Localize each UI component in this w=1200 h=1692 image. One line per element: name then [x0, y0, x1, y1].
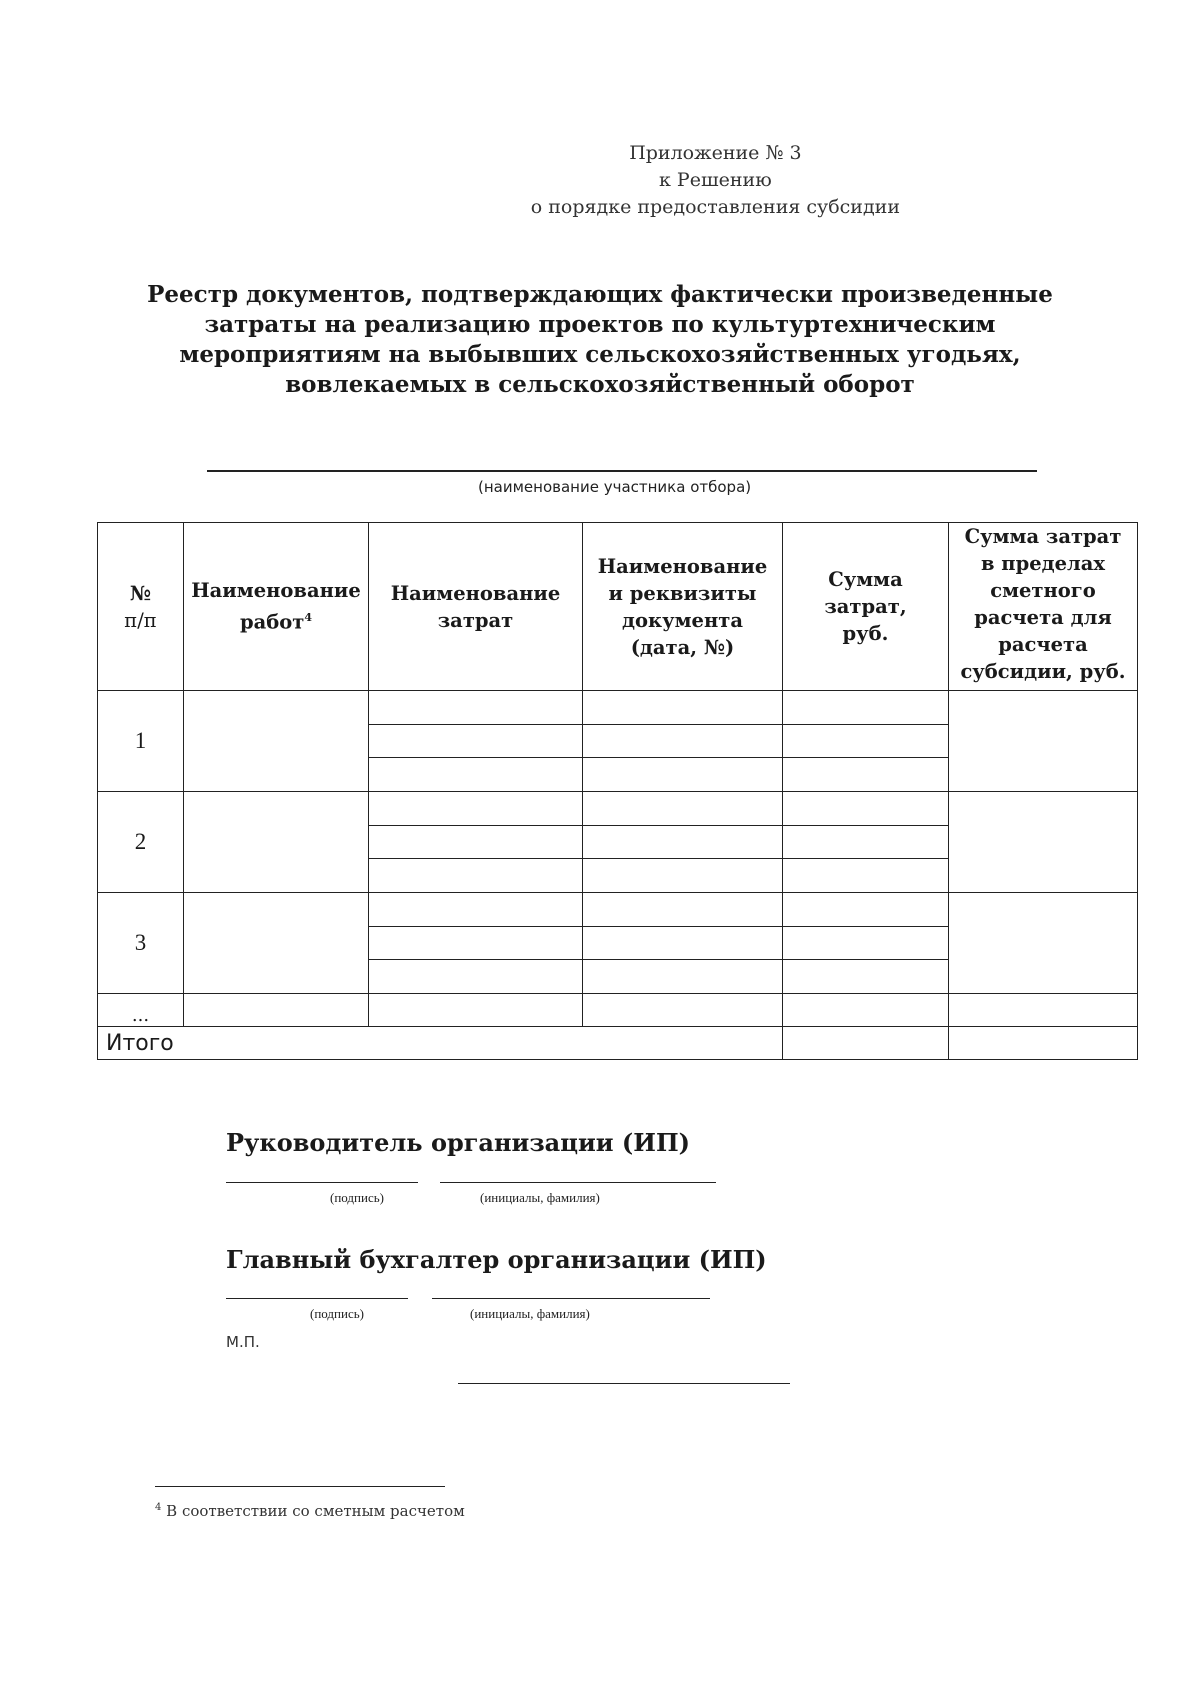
document-cell [583, 893, 783, 927]
document-title [140, 280, 1060, 400]
register-table [97, 522, 1138, 1060]
document-cell [583, 691, 783, 725]
header-subsidy-sum [949, 523, 1138, 691]
subsidy-cell [949, 792, 1138, 893]
footnote-separator [155, 1486, 445, 1487]
header-sum-line-1: Сумма [828, 568, 903, 591]
header-sum [783, 523, 949, 691]
header-number [98, 523, 184, 691]
header-document [583, 523, 783, 691]
header-works-text: работ [239, 610, 305, 634]
header-number-line-1: № [129, 581, 152, 605]
header-works-line-2 [184, 604, 368, 636]
header-sum-line-3: руб. [842, 622, 889, 645]
table-row [98, 691, 1138, 725]
sum-cell [783, 960, 949, 994]
document-cell [583, 758, 783, 792]
document-cell [583, 859, 783, 893]
table-row [98, 893, 1138, 927]
total-subsidy-cell [949, 1027, 1138, 1060]
stamp-placeholder: М.П. [226, 1333, 260, 1351]
ellipsis-cell: ... [98, 994, 184, 1027]
subsidy-cell [949, 893, 1138, 994]
appendix-number: Приложение № 3 [629, 142, 802, 164]
header-subsidy-line-5: расчета [998, 633, 1088, 656]
document-cell [583, 725, 783, 758]
header-document-line-2: и реквизиты [608, 581, 757, 605]
header-subsidy-line-3: сметного [990, 579, 1096, 602]
appendix-ref: к Решению [659, 169, 772, 191]
bottom-line [458, 1383, 790, 1384]
sum-cell [783, 859, 949, 893]
participant-caption: (наименование участника отбора) [478, 478, 752, 496]
title-line-1: Реестр документов, подтверждающих фактически произведенные [147, 281, 1053, 308]
accountant-signature-caption: (подпись) [310, 1306, 364, 1321]
sum-cell [783, 758, 949, 792]
sum-cell [783, 927, 949, 960]
sum-cell [783, 792, 949, 826]
row-number: 3 [98, 893, 184, 994]
works-cell [184, 994, 369, 1027]
accountant-signature-line [226, 1298, 408, 1299]
subsidy-cell [949, 994, 1138, 1027]
header-subsidy-line-1: Сумма затрат [964, 525, 1122, 548]
sum-cell [783, 826, 949, 859]
works-cell [184, 792, 369, 893]
cost-cell [369, 893, 583, 927]
header-costs-line-1: Наименование [390, 581, 561, 605]
header-works [184, 523, 369, 691]
document-cell [583, 960, 783, 994]
table-header-row [98, 523, 1138, 691]
footnote-number: 4 [155, 1502, 162, 1513]
footnote-text: В соответствии со сметным расчетом [166, 1502, 465, 1520]
title-line-2: затраты на реализацию проектов по культуртехническим [204, 311, 996, 338]
document-cell [583, 927, 783, 960]
header-document-line-4: (дата, №) [630, 635, 735, 659]
cost-cell [369, 826, 583, 859]
cost-cell [369, 792, 583, 826]
sum-cell [783, 994, 949, 1027]
head-name-line [440, 1182, 716, 1183]
accountant-name-caption: (инициалы, фамилия) [470, 1306, 590, 1321]
total-label: Итого [98, 1027, 783, 1060]
head-signature-title: Руководитель организации (ИП) [226, 1128, 690, 1157]
head-signature-caption: (подпись) [330, 1190, 384, 1205]
document-cell [583, 826, 783, 859]
header-number-line-2: п/п [124, 608, 157, 632]
sum-cell [783, 691, 949, 725]
footnote [155, 1502, 465, 1520]
cost-cell [369, 758, 583, 792]
head-name-caption: (инициалы, фамилия) [480, 1190, 600, 1205]
document-cell [583, 792, 783, 826]
cost-cell [369, 725, 583, 758]
cost-cell [369, 927, 583, 960]
accountant-signature-title: Главный бухгалтер организации (ИП) [226, 1245, 767, 1274]
sum-cell [783, 725, 949, 758]
total-sum-cell [783, 1027, 949, 1060]
appendix-header [531, 140, 900, 221]
footnote-marker: 4 [304, 611, 313, 625]
header-sum-line-2: затрат, [824, 595, 907, 618]
works-cell [184, 893, 369, 994]
cost-cell [369, 859, 583, 893]
table-row-total [98, 1027, 1138, 1060]
header-document-line-1: Наименование [597, 554, 768, 578]
header-subsidy-line-4: расчета для [974, 606, 1112, 629]
header-costs-line-2: затрат [437, 608, 514, 632]
header-costs [369, 523, 583, 691]
header-subsidy-line-2: в пределах [980, 552, 1106, 575]
table-row-ellipsis [98, 994, 1138, 1027]
subsidy-cell [949, 691, 1138, 792]
works-cell [184, 691, 369, 792]
appendix-subject: о порядке предоставления субсидии [530, 196, 900, 218]
cost-cell [369, 994, 583, 1027]
participant-name-line [207, 470, 1037, 472]
title-line-4: вовлекаемых в сельскохозяйственный оборот [285, 371, 915, 398]
accountant-name-line [432, 1298, 710, 1299]
cost-cell [369, 960, 583, 994]
row-number: 1 [98, 691, 184, 792]
head-signature-line [226, 1182, 418, 1183]
document-cell [583, 994, 783, 1027]
table-row [98, 792, 1138, 826]
header-subsidy-line-6: субсидии, руб. [960, 660, 1126, 683]
title-line-3: мероприятиям на выбывших сельскохозяйственных угодьях, [179, 341, 1021, 368]
row-number: 2 [98, 792, 184, 893]
sum-cell [783, 893, 949, 927]
cost-cell [369, 691, 583, 725]
header-works-line-1: Наименование [191, 579, 361, 603]
header-document-line-3: документа [622, 608, 743, 632]
